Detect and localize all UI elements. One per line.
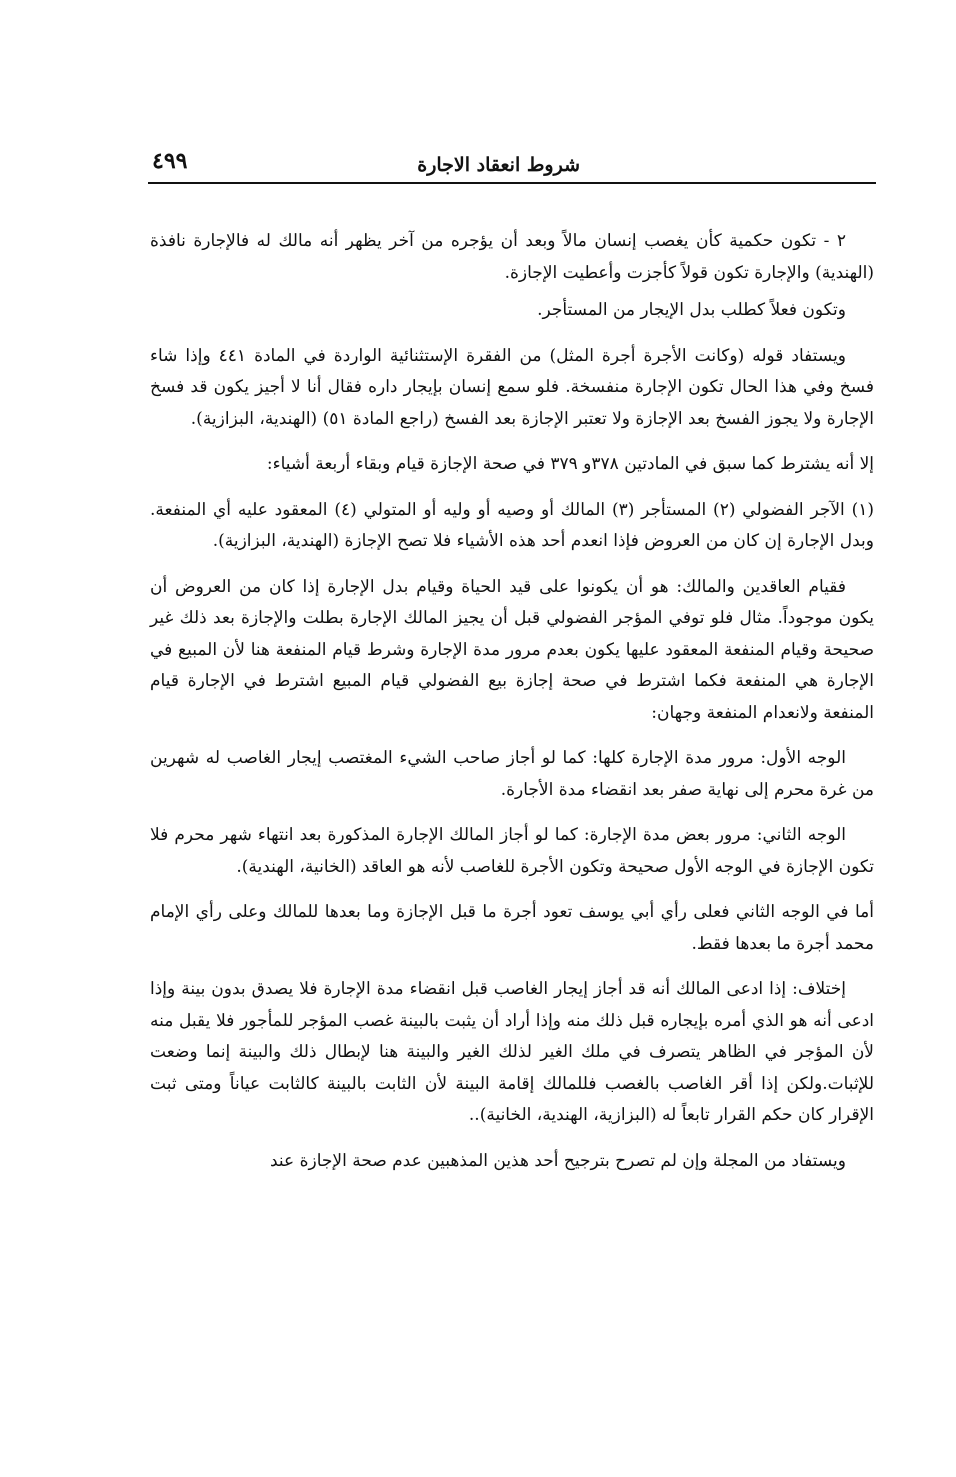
page-number: ٤٩٩ — [152, 148, 188, 174]
paragraph: الوجه الثاني: مرور بعض مدة الإجارة: كما لو أجاز المالك الإجارة المذكورة بعد انتهاء شهر محرم فلا تكون الإجازة في الوجه الأول صحيحة وتكون الأجرة للغاصب لأنه هو العاقد (الخانية، الهندية). — [150, 825, 874, 877]
paragraph: أما في الوجه الثاني فعلى رأي أبي يوسف تعود أجرة ما قبل الإجازة وما بعدها للمالك وعلى رأي الإمام محمد أجرة ما بعدها فقط. — [150, 902, 874, 954]
paragraph: ويستفاد قوله (وكانت الأجرة أجرة المثل) من الفقرة الإستثنائية الواردة في المادة ٤٤١ وإذا شاء فسخ وفي هذا الحال تكون الإجارة منفسخة. فلو سمع إنسان بإيجار داره فقال أنا لا أجيز يكون قد فسخ الإجارة ولا يجوز الفسخ بعد الإجازة ولا تعتبر الإجازة بعد الفسخ (راجع المادة ٥١) (الهندية، البزازية). — [150, 345, 874, 429]
paragraph: فقيام العاقدين والمالك: هو أن يكونوا على قيد الحياة وقيام بدل الإجارة إذا كان من العروض أن يكون موجوداً. مثال فلو توفي المؤجر الفضولي قبل أن يجيز المالك الإجارة بطلت والإجازة بعد ذلك غير صحيحة وقيام المنفعة المعقود عليها يكون بعدم مرور مدة الإجارة وشرط قيام المنفعة هنا لأن المبيع في الإجارة هي المنفعة فكما اشترط في صحة إجازة بيع الفضولي قيام المبيع اشترط في الإجارة قيام المنفعة ولانعدام المنفعة وجهان: — [150, 576, 874, 723]
body-text — [150, 226, 874, 1191]
paragraph: إختلاف: إذا ادعى المالك أنه قد أجاز إيجار الغاصب قبل انقضاء مدة الإجارة فلا يصدق بدون بينة وإذا ادعى أنه هو الذي أمره بإيجاره قبل ذلك منه وإذا أراد أن يثبت بالبينة غصب المؤجر للمأجور فلا يقبل منه لأن المؤجر في الظاهر يتصرف في ملك الغير لذلك الغير والبينة هنا لإبطال ذلك والبينة إنما وضعت للإثبات.ولكن إذا أقر الغاصب بالغصب فللمالك إقامة البينة لأن الثابت بالبينة كالثابت عياناً ومتى ثبت الإقرار كان حكم القرار تابعاً له (البزازية، الهندية، الخانية).. — [150, 979, 874, 1125]
running-title: شروط انعقاد الاجارة — [417, 154, 580, 176]
page-header — [148, 148, 876, 184]
paragraph: ٢ - تكون حكمية كأن يغصب إنسان مالاً وبعد أن يؤجره من آخر يظهر أنه مالك له فالإجارة نافذة (الهندية) والإجارة تكون قولاً كأجزت وأعطيت الإجازة. — [150, 231, 874, 283]
paragraph: وتكون فعلاً كطلب بدل الإيجار من المستأجر. — [537, 300, 846, 320]
paragraph: الوجه الأول: مرور مدة الإجارة كلها: كما لو أجاز صاحب الشيء المغتصب إيجار الغاصب له شهرين من غرة محرم إلى نهاية صفر بعد انقضاء مدة الأجارة. — [150, 748, 874, 800]
paragraph: إلا أنه يشترط كما سبق في المادتين ٣٧٨و ٣٧٩ في صحة الإجازة قيام وبقاء أربعة أشياء: — [266, 454, 874, 474]
paragraph: (١) الآجر الفضولي (٢) المستأجر (٣) المالك أو وصيه أو وليه أو المتولي (٤) المعقود عليه أي المنفعة. وبدل الإجارة إن كان من العروض فإذا انعدم أحد هذه الأشياء فلا تصح الإجازة (الهندية، البزازية). — [150, 499, 874, 551]
paragraph: ويستفاد من المجلة وإن لم تصرح بترجيح أحد هذين المذهبين عدم صحة الإجازة عند — [270, 1150, 846, 1171]
